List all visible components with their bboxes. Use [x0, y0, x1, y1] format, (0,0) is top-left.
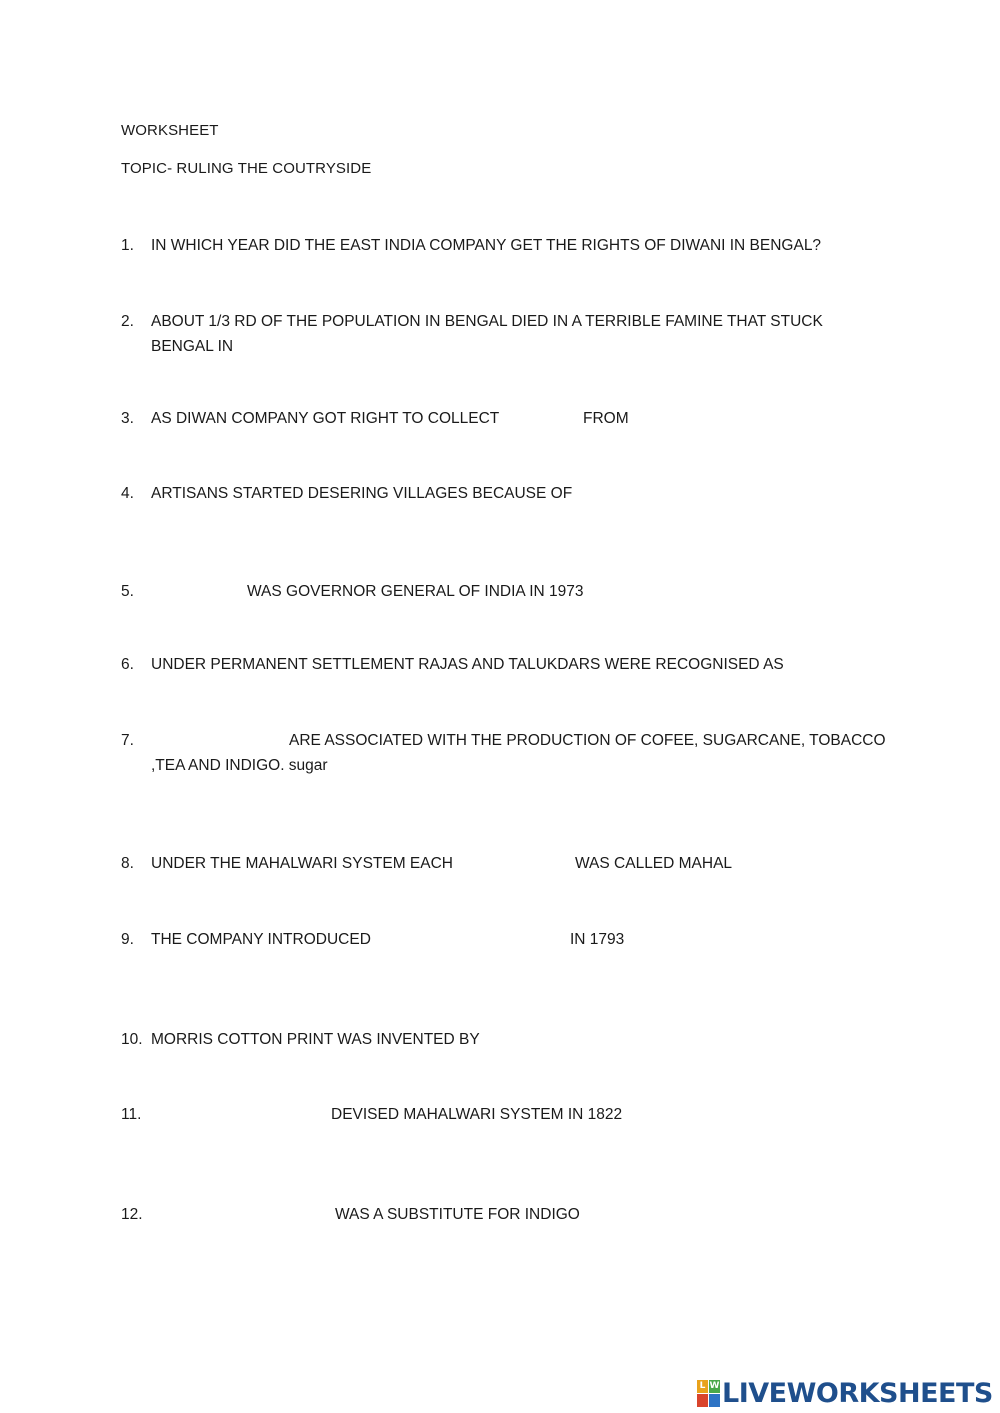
question-number: 10.	[121, 1031, 143, 1048]
question-number: 1.	[121, 237, 134, 254]
question-number: 12.	[121, 1206, 143, 1223]
question-text: UNDER PERMANENT SETTLEMENT RAJAS AND TALUKDARS WERE RECOGNISED AS	[151, 656, 784, 673]
question-number: 4.	[121, 485, 134, 502]
question-text: WAS A SUBSTITUTE FOR INDIGO	[335, 1206, 580, 1223]
question-number: 6.	[121, 656, 134, 673]
question-text: ABOUT 1/3 RD OF THE POPULATION IN BENGAL DIED IN A TERRIBLE FAMINE THAT STUCK	[151, 313, 823, 330]
question-text-after-blank: FROM	[583, 410, 629, 427]
question-number: 3.	[121, 410, 134, 427]
question-text: THE COMPANY INTRODUCED	[151, 931, 371, 948]
question-text-after-blank: IN 1793	[570, 931, 625, 948]
question-text: IN WHICH YEAR DID THE EAST INDIA COMPANY GET THE RIGHTS OF DIWANI IN BENGAL?	[151, 237, 822, 254]
question-text: WAS GOVERNOR GENERAL OF INDIA IN 1973	[247, 583, 584, 600]
liveworksheets-logo-text: LIVEWORKSHEETS	[722, 1377, 993, 1409]
liveworksheets-logo-icon: L W	[697, 1380, 719, 1406]
question-text: DEVISED MAHALWARI SYSTEM IN 1822	[331, 1106, 623, 1123]
question-text-after-blank: WAS CALLED MAHAL	[575, 855, 733, 872]
question-number: 8.	[121, 855, 134, 872]
question-text: ARE ASSOCIATED WITH THE PRODUCTION OF COFEE, SUGARCANE, TOBACCO	[289, 732, 886, 749]
question-number: 9.	[121, 931, 134, 948]
question-text: MORRIS COTTON PRINT WAS INVENTED BY	[151, 1031, 480, 1048]
worksheet-title: WORKSHEET	[121, 122, 219, 139]
question-number: 7.	[121, 732, 134, 749]
question-text: ARTISANS STARTED DESERING VILLAGES BECAUSE OF	[151, 485, 573, 502]
question-text: AS DIWAN COMPANY GOT RIGHT TO COLLECT	[151, 410, 500, 427]
question-text: UNDER THE MAHALWARI SYSTEM EACH	[151, 855, 454, 872]
question-text-line2: ,TEA AND INDIGO. sugar	[151, 757, 328, 774]
liveworksheets-logo	[697, 1376, 993, 1410]
question-number: 11.	[121, 1106, 142, 1123]
question-number: 2.	[121, 313, 134, 330]
worksheet-topic: TOPIC- RULING THE COUTRYSIDE	[121, 160, 372, 177]
question-text-line2: BENGAL IN	[151, 338, 234, 355]
question-number: 5.	[121, 583, 134, 600]
